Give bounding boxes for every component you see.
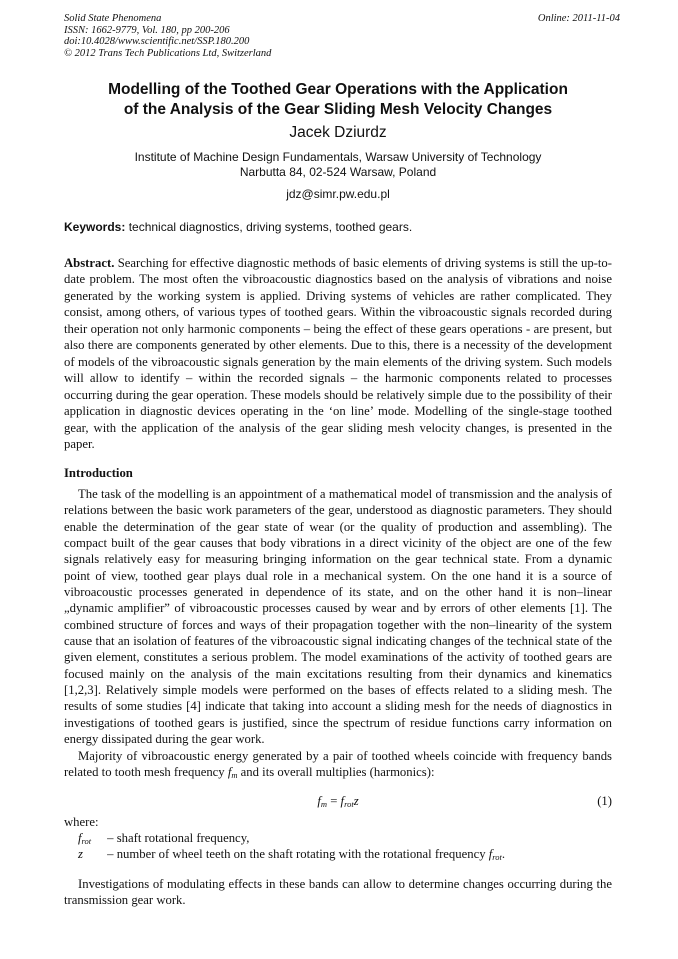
author-name: Jacek Dziurdz — [289, 124, 387, 141]
closing-paragraph: Investigations of modulating effects in these bands can allow to determine changes occurring during the transmission gear work. — [64, 877, 612, 908]
abstract-text: Searching for effective diagnostic methods of basic elements of driving systems is still the up-to-date problem. The most often the vibroacoustic diagnostics based on the analysis of vibrations and noise generated by the working system is applied. Driving systems of vehicles are rather complicated. They consist, among others, of various types of toothed gears. Within the vibroacoustic signals recorded during their operation not only harmonic components – being the effect of these gears operations - are present, but also there are components generated by other elements. Due to this, there is a necessity of the development of models of the vibroacoustic signals generation by the main elements of the driving system. Such models will allow to identify – within the recorded signals – the harmonic components related to processes occurring during the gear operation. These models should be relatively simple due to the possibility of their application in diagnostic devices operating in the ‘on line’ mode. Modelling of the single-stage toothed gear, with the application of the analysis of the gear sliding mesh velocity changes, is presented in the paper. — [64, 256, 612, 451]
intro-paragraph-2: Majority of vibroacoustic energy generated by a pair of toothed wheels coincide with frequency bands related to tooth mesh frequency $f_m$ and its overall multiplies (harmonics): — [64, 748, 612, 780]
equation-number: (1) — [597, 794, 612, 808]
author-email: jdz@simr.pw.edu.pl — [286, 187, 390, 201]
doi-line: doi:10.4028/www.scientific.net/SSP.180.200 — [64, 36, 250, 47]
where-label: where: — [64, 815, 99, 829]
abstract — [64, 255, 612, 452]
affiliation-line-1: Institute of Machine Design Fundamentals, Warsaw University of Technology — [134, 150, 542, 164]
abstract-label: Abstract. — [64, 256, 115, 270]
title-line-2: of the Analysis of the Gear Sliding Mesh Velocity Changes — [123, 101, 553, 118]
keywords-label: Keywords: — [64, 220, 126, 234]
introduction-body — [64, 486, 612, 783]
definition-symbol-z: z — [78, 847, 83, 861]
affiliation — [64, 150, 612, 180]
title-line-1: Modelling of the Toothed Gear Operations with the Application — [108, 81, 568, 98]
equation-expression: $f_m = f_{rot}z$ — [317, 794, 359, 809]
keywords-text: technical diagnostics, driving systems, toothed gears. — [125, 220, 413, 234]
intro-paragraph-1: The task of the modelling is an appointment of a mathematical model of transmission and the analysis of relations between the basic work parameters of the gear, understood as diagnostic parameters. They should enable the determination of the gear state of wear (or the quality of production and assembling). The compact built of the gear causes that body vibrations in a direct vicinity of the object are one of the few signals relatively easy for measuring bringing information on the gear technical state. From a dynamic point of view, toothed gear plays dual role in a mechanical system. On the one hand it is a source of vibroacoustic processes generated in dependence of its state, and on the other hand it is non–linear „dynamic amplifier” of vibroacoustic processes caused by wear and by errors of other elements [1]. The combined structure of forces and ways of their propagation together with the non–linearity of the system cause that an isolation of features of the vibroacoustic signal indicating changes of the technical state of the given element, constitutes a serious problem. The model examinations of the activity of toothed gears are focused mainly on the analysis of the main excitations resulting from their dynamics and kinematics [1,2,3]. Relatively simple models were performed on the bases of effects related to a sliding mesh. The results of some studies [4] indicate that taking into account a sliding mesh for the needs of diagnostics in investigations of toothed gears is justified, since the spectrum of residue functions carry information on energy dissipated during the gear work. — [64, 487, 612, 747]
definition-z: z – number of wheel teeth on the shaft rotating with the rotational frequency $f_{rot}$. — [78, 847, 506, 862]
section-heading-introduction: Introduction — [64, 466, 133, 480]
definition-frot: $f_{rot}$ – shaft rotational frequency, — [78, 831, 250, 846]
issn-line: ISSN: 1662-9779, Vol. 180, pp 200-206 — [64, 24, 230, 36]
affiliation-line-2: Narbutta 84, 02-524 Warsaw, Poland — [239, 165, 437, 179]
copyright-line: © 2012 Trans Tech Publications Ltd, Switzerland — [64, 47, 272, 59]
journal-header — [64, 13, 620, 59]
definition-symbol-frot: $f_{rot}$ — [78, 831, 92, 846]
paper-title — [64, 80, 612, 120]
keywords — [64, 220, 612, 234]
journal-name: Solid State Phenomena — [64, 13, 162, 24]
online-date: Online: 2011-11-04 — [537, 13, 620, 24]
equation-1 — [64, 794, 612, 812]
